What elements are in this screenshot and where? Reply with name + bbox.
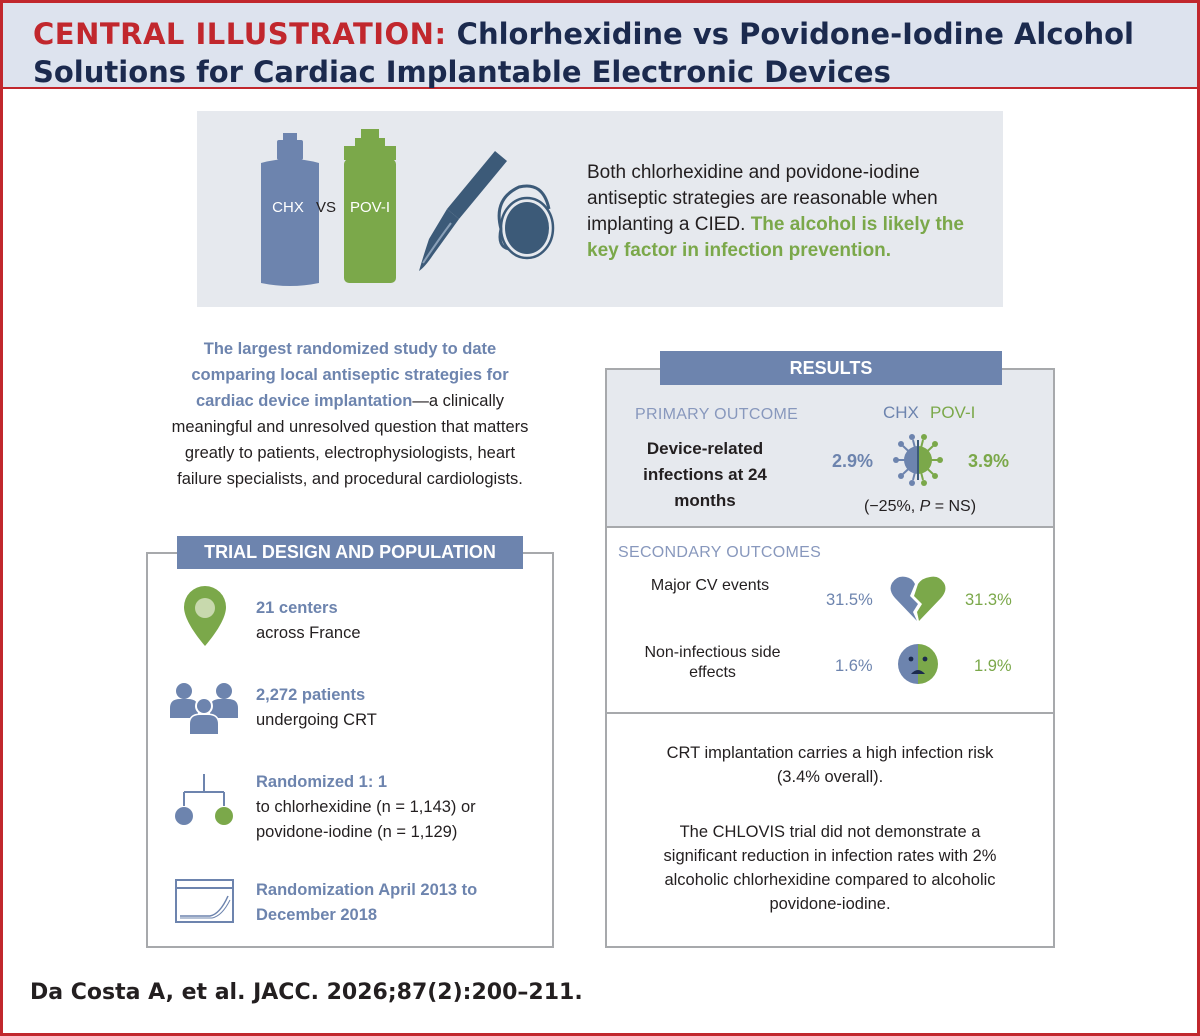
scalpel-icon — [419, 151, 507, 271]
intro-rest: —a clinically meaningful and unresolved question that matters greatly to patients, electrophysiologists, heart failure specialists, and procedural cardiologists. — [171, 392, 529, 488]
statistic-suffix: = NS) — [930, 498, 977, 515]
trial-item-lead: 21 centers — [256, 599, 338, 617]
citation: Da Costa A, et al. JACC. 2026;87(2):200–211. — [30, 980, 583, 1005]
banner-summary-text — [587, 160, 977, 264]
secondary-chx-value: 1.6% — [835, 657, 873, 675]
page-title — [33, 15, 1183, 91]
conclusion-trial-result: The CHLOVIS trial did not demonstrate a significant reduction in infection rates with 2% alcoholic chlorhexidine compared to alcoholic povidone-iodine. — [663, 823, 997, 913]
secondary-chx-value: 31.5% — [826, 591, 873, 609]
summary-banner — [197, 111, 1003, 307]
primary-povi-value: 3.9% — [968, 451, 1010, 471]
primary-outcome-label: PRIMARY OUTCOME — [635, 406, 799, 423]
povi-bottle-label: POV-I — [349, 199, 391, 216]
vs-label: VS — [315, 199, 337, 216]
trial-item-detail: across France — [256, 624, 361, 642]
results-divider — [607, 526, 1053, 528]
intro-highlight: The largest randomized study to date comparing local antiseptic strategies for cardiac device implantation — [191, 340, 509, 410]
title-text: Chlorhexidine vs Povidone-Iodine Alcohol Solutions for Cardiac Implantable Electronic Devices — [33, 17, 1134, 89]
banner-text-highlight: The alcohol is likely the key factor in infection prevention. — [587, 214, 964, 261]
results-header: RESULTS — [660, 351, 1002, 385]
trial-item-lead: Randomization April 2013 to December 2018 — [256, 881, 478, 924]
trial-item-period — [256, 878, 486, 928]
trial-item-patients — [256, 683, 377, 733]
trial-item-detail: undergoing CRT — [256, 711, 377, 729]
trial-item-lead: Randomized 1: 1 — [256, 773, 388, 791]
trial-design-header: TRIAL DESIGN AND POPULATION — [177, 536, 523, 569]
header-bar — [3, 3, 1197, 89]
results-divider — [607, 712, 1053, 714]
conclusion-infection-risk: CRT implantation carries a high infection risk (3.4% overall). — [666, 744, 994, 786]
col-povi-label: POV-I — [930, 403, 976, 422]
col-chx-label: CHX — [883, 403, 919, 422]
p-symbol: P — [919, 498, 931, 515]
primary-statistic — [864, 498, 976, 516]
study-intro — [165, 336, 535, 492]
secondary-povi-value: 1.9% — [974, 657, 1012, 675]
trial-item-lead: 2,272 patients — [256, 686, 366, 704]
banner-text-plain: Both chlorhexidine and povidone-iodine antiseptic strategies are reasonable when implanting a CIED. — [587, 162, 938, 235]
central-illustration-label: CENTRAL ILLUSTRATION: — [33, 17, 447, 51]
trial-item-randomized — [256, 770, 536, 845]
primary-chx-value: 2.9% — [832, 451, 874, 471]
secondary-outcome-name: Major CV events — [650, 577, 770, 594]
primary-outcome-name: Device-related infections at 24 months — [643, 439, 767, 510]
secondary-povi-value: 31.3% — [965, 591, 1012, 609]
secondary-outcome-name: Non-infectious side effects — [644, 644, 781, 681]
secondary-outcomes-label: SECONDARY OUTCOMES — [618, 544, 822, 561]
trial-item-centers — [256, 596, 361, 646]
statistic-prefix: (−25%, — [864, 498, 920, 515]
cardiac-device-icon — [499, 186, 553, 258]
trial-item-detail: to chlorhexidine (n = 1,143) or povidone-iodine (n = 1,129) — [256, 798, 476, 841]
chx-bottle-label: CHX — [272, 199, 304, 216]
